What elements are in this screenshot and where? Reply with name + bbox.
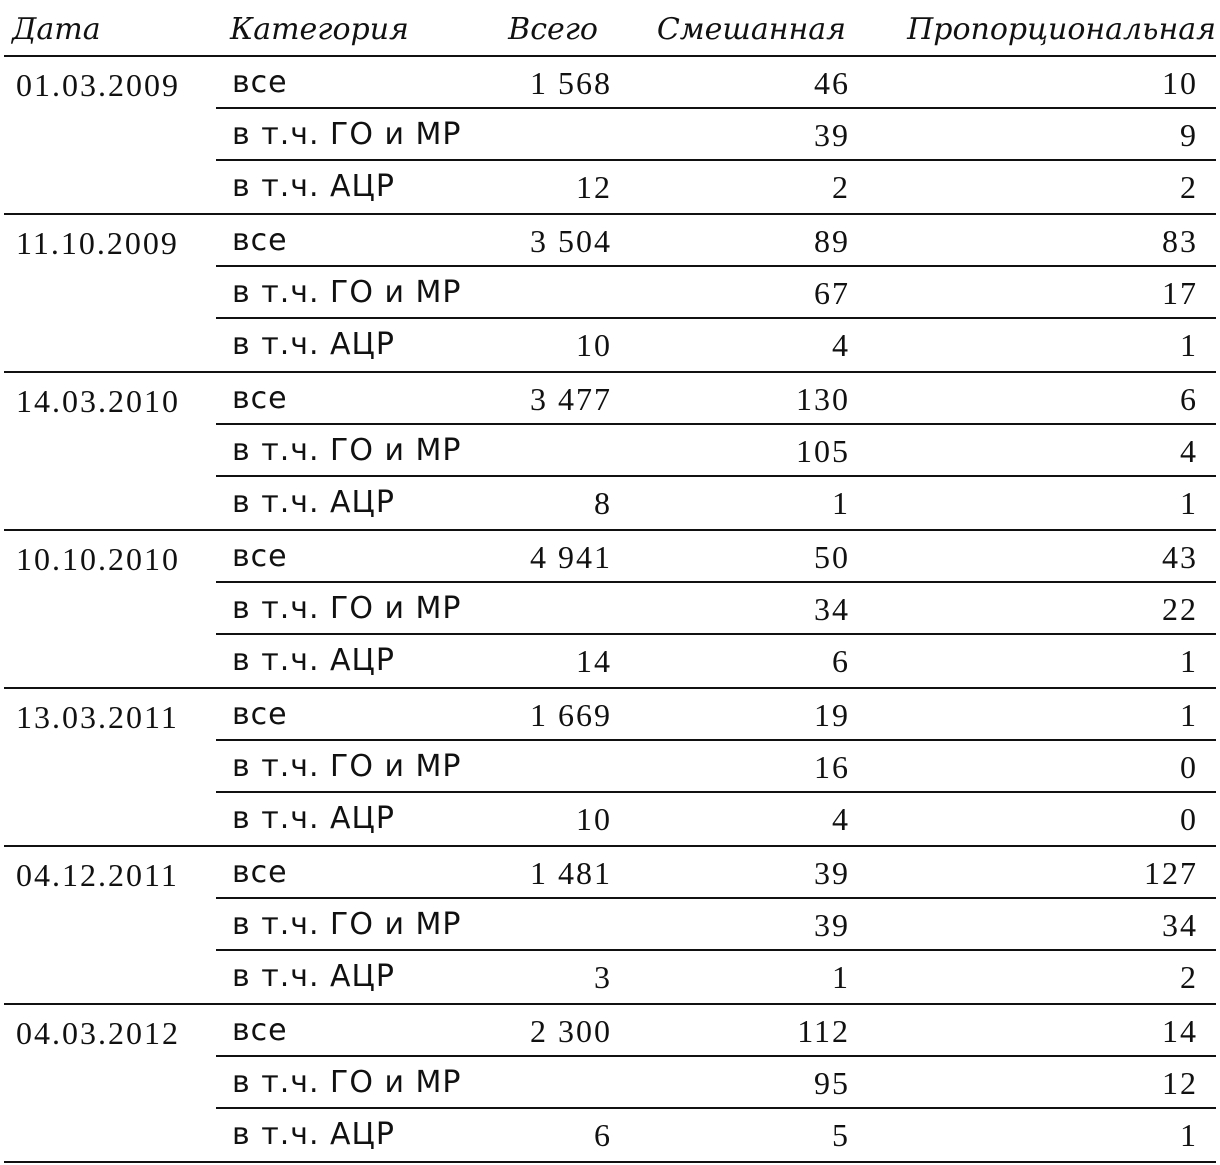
category-cell: в т.ч. АЦР (232, 327, 395, 362)
category-cell: все (232, 381, 288, 416)
mixed-cell: 39 (814, 855, 850, 891)
category-cell: в т.ч. АЦР (232, 643, 395, 678)
table-row (216, 319, 1216, 371)
total-cell: 1 669 (530, 697, 612, 733)
category-cell: все (232, 1013, 288, 1048)
category-cell: все (232, 697, 288, 732)
total-cell: 8 (594, 485, 612, 521)
table-row (216, 1057, 1216, 1109)
category-cell: в т.ч. ГО и МР (232, 1065, 462, 1100)
proportional-cell: 9 (1180, 117, 1198, 153)
table-row (216, 1005, 1216, 1057)
table-row (216, 373, 1216, 425)
total-cell: 10 (576, 801, 612, 837)
table-row (216, 583, 1216, 635)
date-group (4, 531, 1216, 689)
total-cell: 14 (576, 643, 612, 679)
proportional-cell: 2 (1180, 959, 1198, 995)
proportional-cell: 1 (1180, 327, 1198, 363)
group-date: 01.03.2009 (16, 67, 180, 103)
header-category: Категория (230, 12, 409, 47)
mixed-cell: 112 (797, 1013, 850, 1049)
mixed-cell: 1 (832, 959, 850, 995)
total-cell: 2 300 (530, 1013, 612, 1049)
date-group (4, 689, 1216, 847)
proportional-cell: 83 (1162, 223, 1198, 259)
proportional-cell: 1 (1180, 485, 1198, 521)
proportional-cell: 34 (1162, 907, 1198, 943)
group-date: 11.10.2009 (16, 225, 179, 261)
proportional-cell: 127 (1144, 855, 1198, 891)
header-date: Дата (12, 12, 101, 47)
total-cell: 10 (576, 327, 612, 363)
proportional-cell: 1 (1180, 697, 1198, 733)
proportional-cell: 17 (1162, 275, 1198, 311)
table-row (216, 477, 1216, 529)
table-row (216, 531, 1216, 583)
proportional-cell: 1 (1180, 1117, 1198, 1153)
total-cell: 12 (576, 169, 612, 205)
total-cell: 3 504 (530, 223, 612, 259)
group-date: 04.03.2012 (16, 1015, 180, 1051)
total-cell: 6 (594, 1117, 612, 1153)
table-row (216, 425, 1216, 477)
date-group (4, 57, 1216, 215)
mixed-cell: 16 (814, 749, 850, 785)
mixed-cell: 105 (796, 433, 850, 469)
table-row (216, 215, 1216, 267)
mixed-cell: 67 (814, 275, 850, 311)
category-cell: в т.ч. ГО и МР (232, 591, 462, 626)
mixed-cell: 5 (832, 1117, 850, 1153)
mixed-cell: 46 (814, 65, 850, 101)
total-cell: 4 941 (530, 539, 612, 575)
category-cell: в т.ч. ГО и МР (232, 907, 462, 942)
group-date: 13.03.2011 (16, 699, 179, 735)
category-cell: в т.ч. ГО и МР (232, 433, 462, 468)
category-cell: в т.ч. ГО и МР (232, 117, 462, 152)
proportional-cell: 4 (1180, 433, 1198, 469)
table-row (216, 689, 1216, 741)
results-table (4, 0, 1216, 1163)
mixed-cell: 2 (832, 169, 850, 205)
header-mixed: Смешанная (656, 12, 846, 47)
proportional-cell: 6 (1180, 381, 1198, 417)
table-row (216, 741, 1216, 793)
total-cell: 1 481 (530, 855, 612, 891)
mixed-cell: 39 (814, 907, 850, 943)
table-row (216, 847, 1216, 899)
mixed-cell: 50 (814, 539, 850, 575)
category-cell: все (232, 855, 288, 890)
table-row (216, 899, 1216, 951)
table-row (216, 267, 1216, 319)
group-date: 10.10.2010 (16, 541, 180, 577)
proportional-cell: 0 (1180, 749, 1198, 785)
mixed-cell: 4 (832, 801, 850, 837)
group-date: 04.12.2011 (16, 857, 179, 893)
category-cell: в т.ч. АЦР (232, 485, 395, 520)
total-cell: 3 477 (530, 381, 612, 417)
proportional-cell: 1 (1180, 643, 1198, 679)
category-cell: все (232, 539, 288, 574)
mixed-cell: 95 (814, 1065, 850, 1101)
proportional-cell: 43 (1162, 539, 1198, 575)
table-row (216, 793, 1216, 845)
category-cell: все (232, 223, 288, 258)
table-row (216, 109, 1216, 161)
proportional-cell: 14 (1162, 1013, 1198, 1049)
table-header (4, 0, 1216, 57)
category-cell: в т.ч. ГО и МР (232, 275, 462, 310)
total-cell: 1 568 (530, 65, 612, 101)
table-row (216, 57, 1216, 109)
category-cell: в т.ч. АЦР (232, 801, 395, 836)
mixed-cell: 39 (814, 117, 850, 153)
table-row (216, 951, 1216, 1003)
date-group (4, 847, 1216, 1005)
proportional-cell: 2 (1180, 169, 1198, 205)
category-cell: в т.ч. АЦР (232, 959, 395, 994)
proportional-cell: 22 (1162, 591, 1198, 627)
mixed-cell: 4 (832, 327, 850, 363)
table-row (216, 161, 1216, 213)
category-cell: все (232, 65, 288, 100)
mixed-cell: 34 (814, 591, 850, 627)
date-group (4, 1005, 1216, 1163)
date-group (4, 373, 1216, 531)
category-cell: в т.ч. АЦР (232, 169, 395, 204)
date-group (4, 215, 1216, 373)
mixed-cell: 89 (814, 223, 850, 259)
header-total: Всего (508, 12, 598, 47)
proportional-cell: 0 (1180, 801, 1198, 837)
category-cell: в т.ч. АЦР (232, 1117, 395, 1152)
total-cell: 3 (594, 959, 612, 995)
proportional-cell: 10 (1162, 65, 1198, 101)
category-cell: в т.ч. ГО и МР (232, 749, 462, 784)
table-row (216, 1109, 1216, 1161)
group-date: 14.03.2010 (16, 383, 180, 419)
mixed-cell: 1 (832, 485, 850, 521)
proportional-cell: 12 (1162, 1065, 1198, 1101)
header-proportional: Пропорциональная (907, 12, 1216, 47)
mixed-cell: 130 (796, 381, 850, 417)
mixed-cell: 19 (814, 697, 850, 733)
table-row (216, 635, 1216, 687)
mixed-cell: 6 (832, 643, 850, 679)
